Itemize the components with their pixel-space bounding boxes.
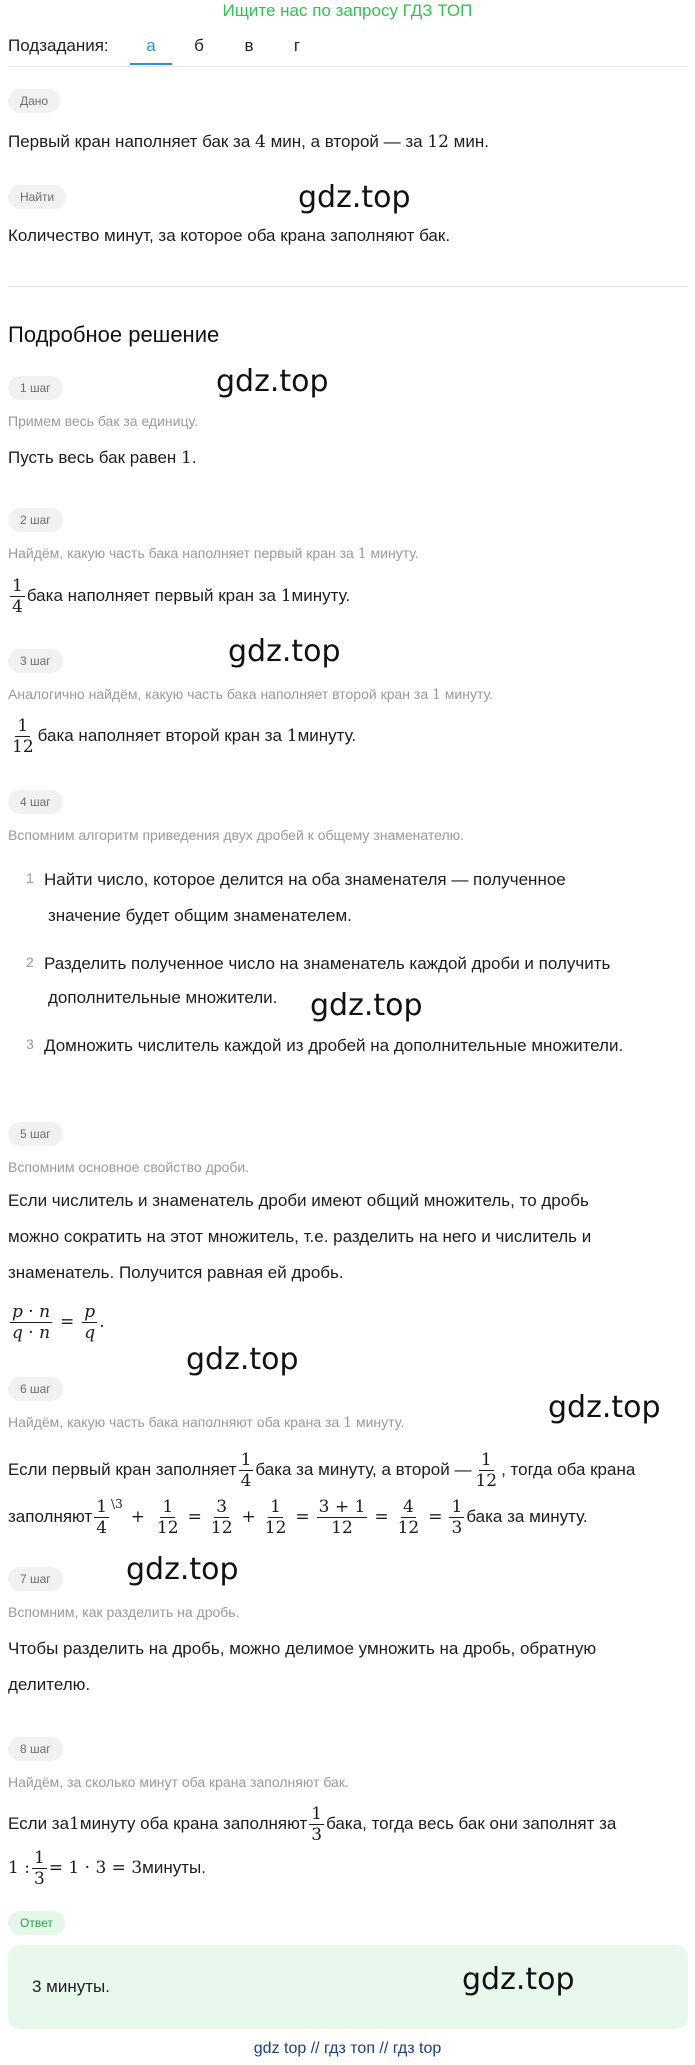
tab-g[interactable]: г (293, 36, 301, 55)
divider (8, 66, 688, 67)
step-hint: Найдём, за сколько минут оба крана заполняют бак. (8, 1774, 349, 1790)
fraction: $\frac{1}{12}$ (156, 1496, 179, 1538)
fraction: $\frac{1}{12}$ (12, 715, 34, 757)
list-item: Найти число, которое делится на оба знаменателя — полученное (44, 870, 566, 889)
list-item-number: 1 (26, 870, 34, 886)
step-text: заполняют $\frac{1}{4}$ \3 + $\frac{1}{12}$ = $\frac{3}{12}$ + $\frac{1}{12}$ = $\frac{3 + 1}{12}$ = $\frac{4}{12}$ = $\frac{1}{3}$ бака за минуту. (8, 1496, 588, 1538)
step-text: можно сократить на этот множитель, т.е. разделить на него и числитель и (8, 1227, 592, 1246)
tab-b[interactable]: б (194, 36, 204, 55)
step-tag: 4 шаг (8, 790, 63, 814)
list-item: Домножить числитель каждой из дробей на дополнительные множители. (44, 1036, 624, 1055)
step-hint: Аналогично найдём, какую часть бака наполняет второй кран за 1 минуту. (8, 686, 494, 703)
fraction: $\frac{1}{12}$ (264, 1496, 287, 1538)
step-hint: Вспомним, как разделить на дробь. (8, 1604, 240, 1620)
fraction: $\frac{1}{4}$ (12, 575, 23, 617)
step-text: $\frac{1}{4}$ бака наполняет первый кран за 1 минуту. (12, 575, 351, 617)
answer-text: 3 минуты. (32, 1977, 110, 1996)
step-tag: 2 шаг (8, 508, 63, 532)
step-text: делителю. (8, 1675, 91, 1694)
divider (8, 286, 688, 287)
fraction: $\frac{4}{12}$ (397, 1496, 420, 1538)
step-tag: 5 шаг (8, 1122, 63, 1146)
list-item-number: 2 (26, 954, 34, 970)
fraction: $\frac{p}{q}$ (84, 1301, 96, 1343)
list-item: Разделить полученное число на знаменатель каждой дроби и получить (44, 954, 611, 973)
step-text: 1 : $\frac{1}{3}$ = 1 · 3 = 3 минуты. (8, 1847, 206, 1889)
fraction: $\frac{1}{4}$ (240, 1449, 252, 1491)
watermark: gdz.top (462, 1962, 575, 1997)
fraction: $\frac{3 + 1}{12}$ (318, 1496, 366, 1538)
subtasks-label: Подзадания: (8, 36, 109, 55)
watermark: gdz.top (548, 1390, 661, 1425)
step-text: Чтобы разделить на дробь, можно делимое умножить на дробь, обратную (8, 1639, 597, 1658)
watermark: gdz.top (228, 634, 341, 669)
tab-a[interactable]: а (146, 36, 156, 55)
watermark: gdz.top (310, 988, 423, 1023)
active-tab-indicator (130, 63, 172, 65)
step-text: Если первый кран заполняет $\frac{1}{4}$ бака за минуту, а второй — $\frac{1}{12}$ , тогда оба крана (8, 1449, 636, 1491)
step-text: $\frac{1}{12}$ бака наполняет второй кран за 1 минуту. (12, 715, 357, 757)
step-hint: Вспомним алгоритм приведения двух дробей к общему знаменателю. (8, 827, 465, 843)
list-item-number: 3 (26, 1036, 34, 1052)
list-item: дополнительные множители. (48, 988, 278, 1007)
fraction: $\frac{1}{3}$ (451, 1496, 463, 1538)
given-text: Первый кран наполняет бак за 4 мин, а второй — за 12 мин. (8, 132, 489, 152)
step-hint: Найдём, какую часть бака наполняет первый кран за 1 минуту. (8, 545, 419, 562)
fraction: $\frac{3}{12}$ (210, 1496, 233, 1538)
fraction: $\frac{1}{12}$ (475, 1449, 498, 1491)
solution-title: Подробное решение (8, 322, 220, 347)
step-hint: Вспомним основное свойство дроби. (8, 1159, 250, 1175)
tab-v[interactable]: в (244, 36, 254, 55)
fraction: $\frac{p \cdot n}{q \cdot n}$ (12, 1301, 51, 1343)
step-text: знаменатель. Получится равная ей дробь. (8, 1263, 344, 1282)
search-banner: Ищите нас по запросу ГДЗ ТОП (222, 1, 473, 20)
step-tag: 8 шаг (8, 1737, 63, 1761)
step-tag: 6 шаг (8, 1377, 63, 1401)
list-item: значение будет общим знаменателем. (48, 906, 352, 925)
step-tag: 3 шаг (8, 649, 63, 673)
formula: $\frac{p \cdot n}{q \cdot n}$ = $\frac{p}{q}$ . (12, 1301, 105, 1343)
watermark: gdz.top (126, 1552, 239, 1587)
fraction: $\frac{1}{3}$ (33, 1847, 45, 1889)
step-text: Пусть весь бак равен 1. (8, 448, 197, 468)
fraction: $\frac{1}{3}$ (311, 1803, 323, 1845)
find-tag: Найти (8, 185, 66, 209)
fraction: $\frac{1}{4}$ (96, 1496, 108, 1538)
step-hint: Примем весь бак за единицу. (8, 413, 198, 429)
step-hint: Найдём, какую часть бака наполняют оба крана за 1 минуту. (8, 1414, 405, 1431)
answer-tag: Ответ (8, 1911, 65, 1935)
step-text: Если за 1 минуту оба крана заполняют $\frac{1}{3}$ бака, тогда весь бак они заполнят за (8, 1803, 617, 1845)
find-text: Количество минут, за которое оба крана заполняют бак. (8, 226, 451, 245)
given-tag: Дано (8, 89, 60, 113)
footer-links[interactable]: gdz top // гдз топ // гдз top (253, 2040, 442, 2057)
watermark: gdz.top (298, 180, 411, 215)
watermark: gdz.top (186, 1342, 299, 1377)
watermark: gdz.top (216, 364, 329, 399)
step-tag: 7 шаг (8, 1567, 63, 1591)
step-tag: 1 шаг (8, 376, 63, 400)
step-text: Если числитель и знаменатель дроби имеют общий множитель, то дробь (8, 1191, 589, 1210)
